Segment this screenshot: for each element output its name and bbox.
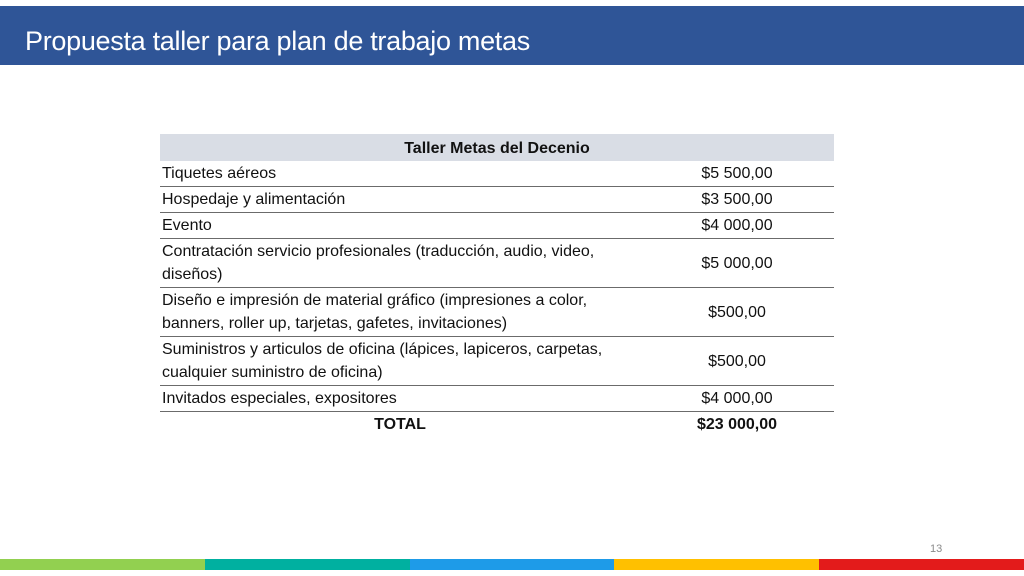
table-row [160, 213, 834, 239]
table-row [160, 386, 834, 412]
page-number: 13 [930, 543, 943, 555]
stripe-red [819, 559, 1024, 570]
table-row [160, 239, 834, 288]
row-amount: $3 500,00 [640, 187, 834, 213]
total-label: TOTAL [374, 416, 426, 433]
total-row [160, 412, 834, 438]
row-item: Suministros y articulos de oficina (lápices, lapiceros, carpetas, cualquier suministro de oficina) [160, 337, 640, 386]
stripe-green [0, 559, 205, 570]
title-bar [0, 6, 1024, 65]
row-amount: $5 000,00 [640, 239, 834, 288]
row-amount: $4 000,00 [640, 213, 834, 239]
row-item: Hospedaje y alimentación [160, 187, 640, 213]
total-amount: $23 000,00 [696, 416, 778, 433]
table-header-row [160, 134, 834, 161]
row-item: Evento [160, 213, 640, 239]
table-row [160, 288, 834, 337]
table-row [160, 337, 834, 386]
table-row [160, 187, 834, 213]
row-amount: $500,00 [640, 337, 834, 386]
row-item: Invitados especiales, expositores [160, 386, 640, 412]
stripe-teal [205, 559, 410, 570]
slide-title: Propuesta taller para plan de trabajo metas [25, 26, 530, 56]
row-amount: $4 000,00 [640, 386, 834, 412]
budget-table [160, 134, 834, 437]
row-item: Contratación servicio profesionales (traducción, audio, video, diseños) [160, 239, 640, 288]
stripe-blue [410, 559, 615, 570]
row-item: Tiquetes aéreos [160, 161, 640, 187]
row-item: Diseño e impresión de material gráfico (impresiones a color, banners, roller up, tarjetas, gafetes, invitaciones) [160, 288, 640, 337]
row-amount: $500,00 [640, 288, 834, 337]
table-row [160, 161, 834, 187]
table-header: Taller Metas del Decenio [160, 134, 834, 161]
stripe-yellow [614, 559, 819, 570]
row-amount: $5 500,00 [640, 161, 834, 187]
footer-stripe [0, 559, 1024, 570]
